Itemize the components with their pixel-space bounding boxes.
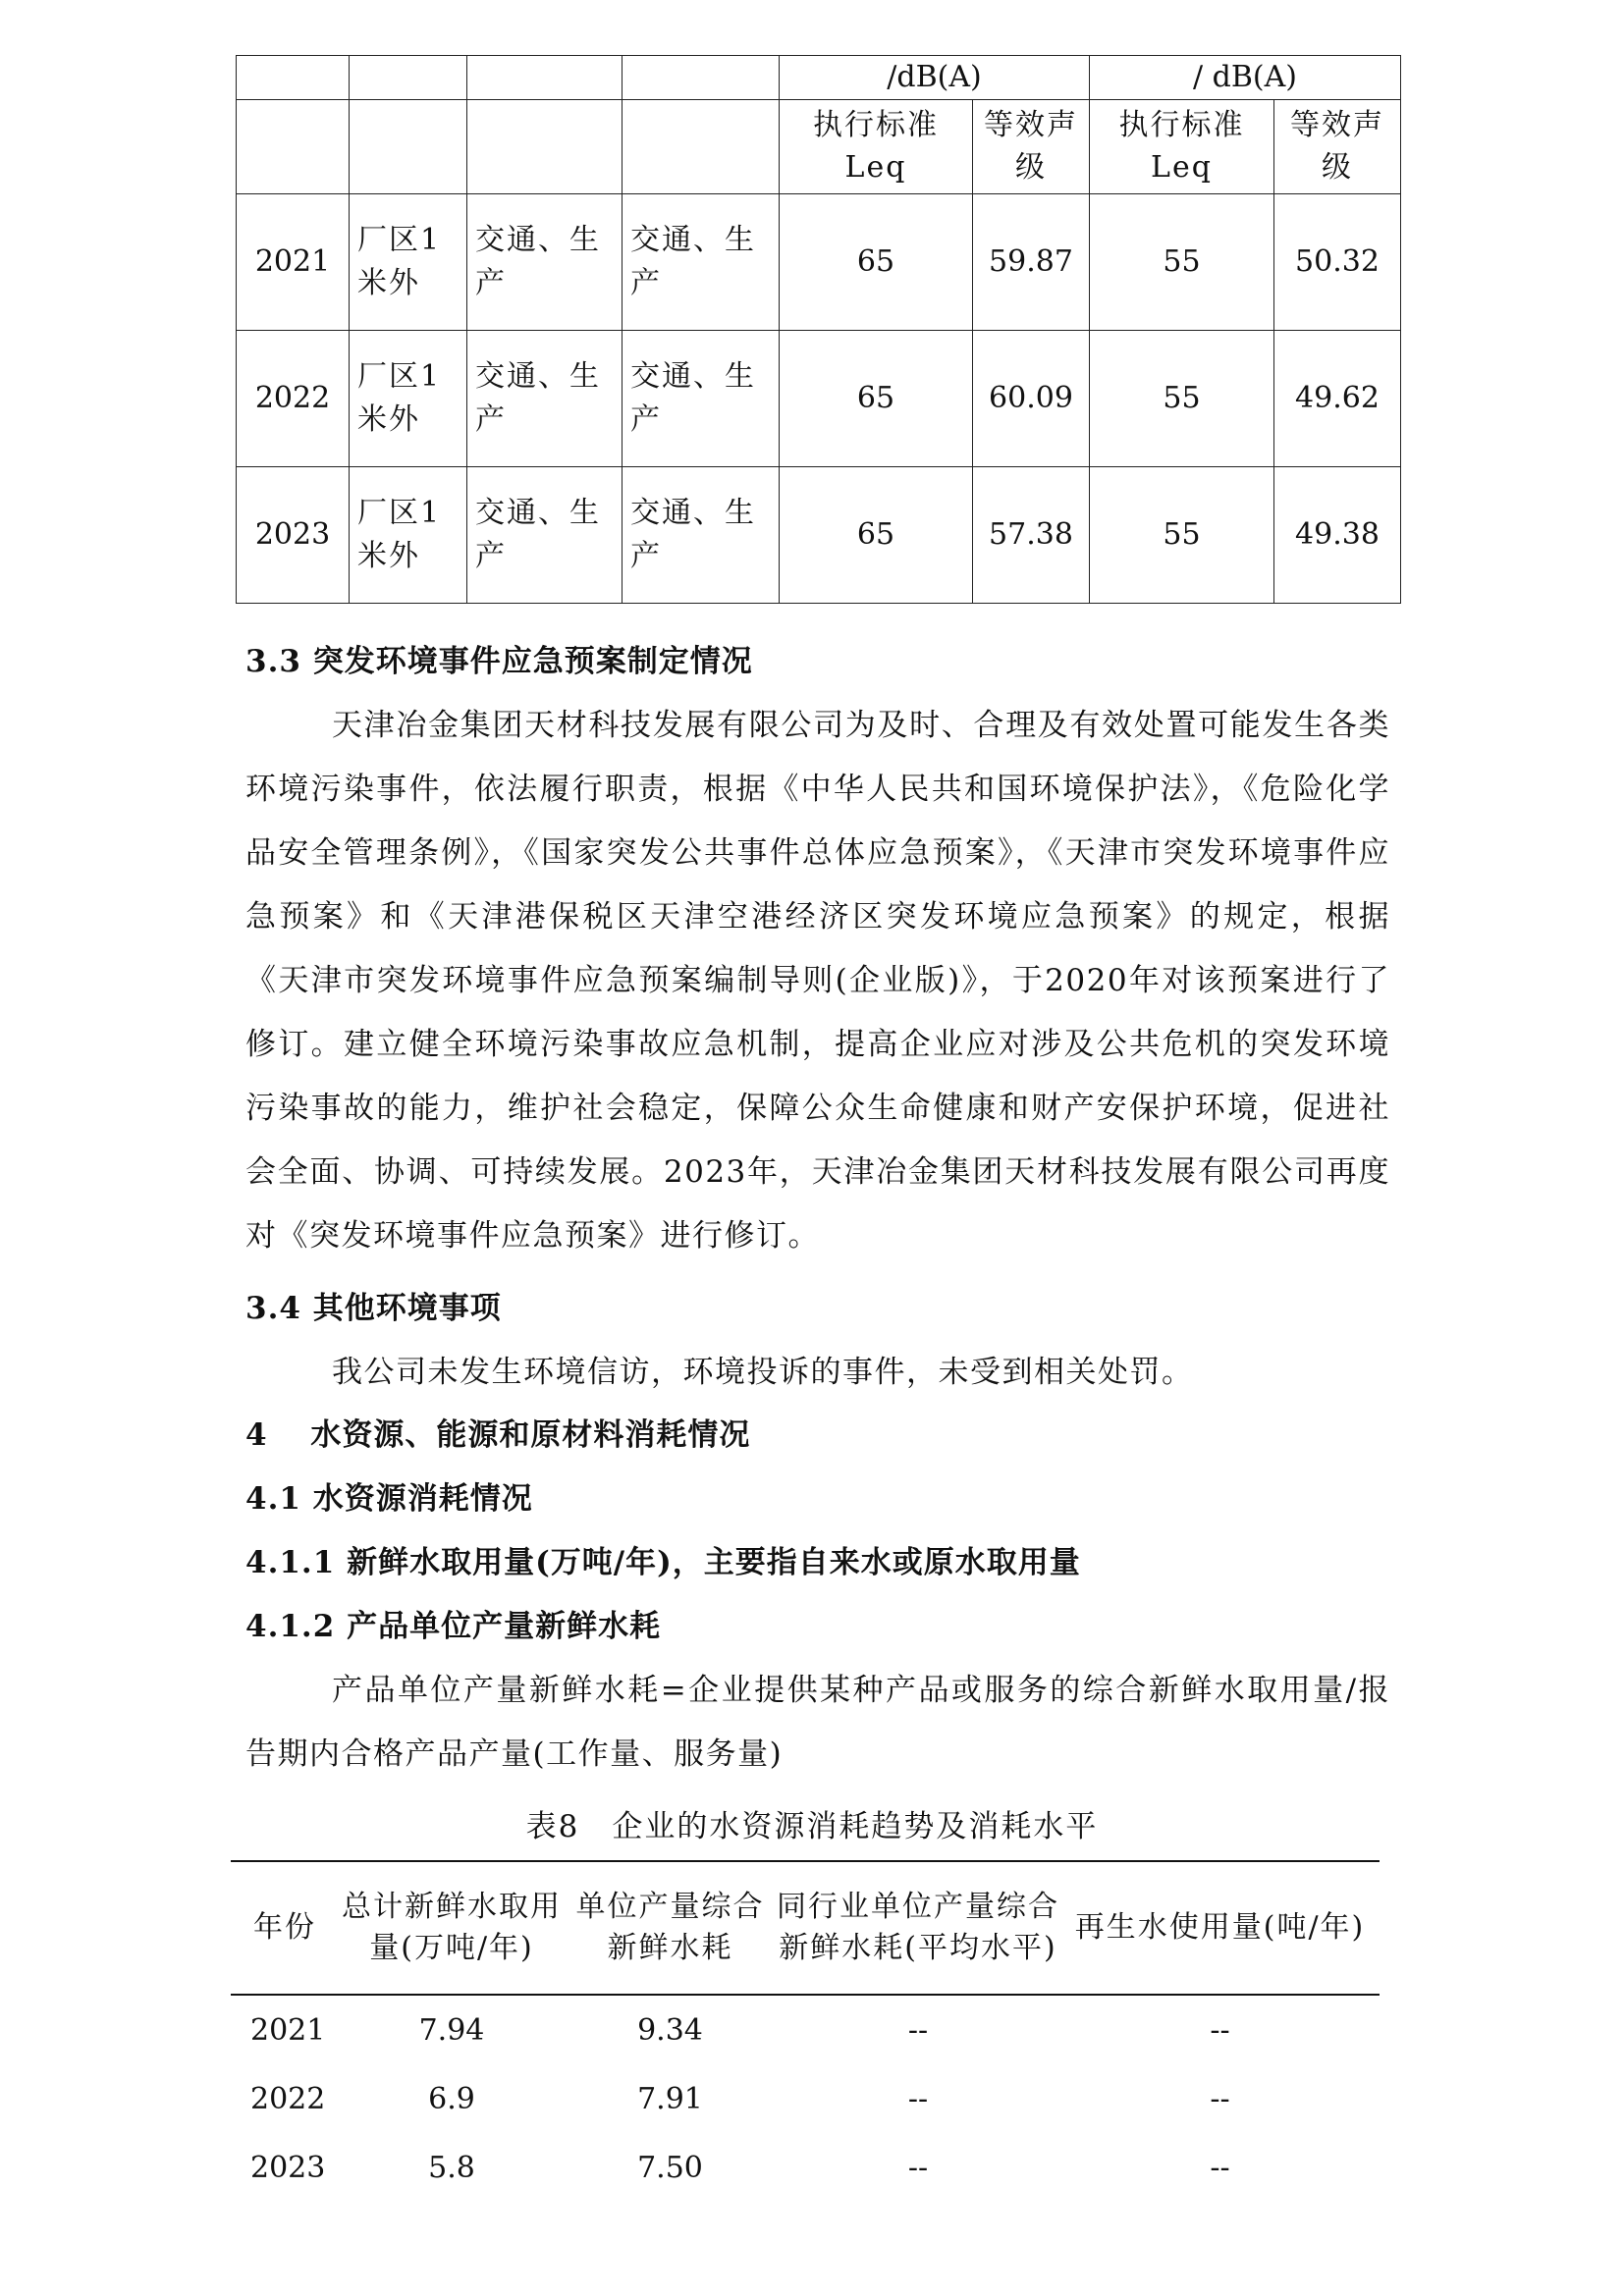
section-3-3-title: 3.3 突发环境事件应急预案制定情况 — [245, 644, 753, 679]
day-standard-cell: 65 — [780, 330, 973, 466]
noise-header-row-2 — [237, 99, 1401, 193]
night-standard-cell: 55 — [1090, 193, 1274, 330]
table-row — [231, 2133, 1380, 2202]
industry-cell: -- — [907, 2012, 929, 2048]
recycled-cell: -- — [1210, 2150, 1230, 2185]
unit-cell: 9.34 — [637, 2012, 703, 2048]
night-standard-cell: 55 — [1090, 466, 1274, 603]
header-unit-consumption: 单位产量综合新鲜水耗 — [565, 1861, 776, 1995]
source-cell: 交通、生产 — [467, 330, 623, 466]
section-4-1-2-body: 产品单位产量新鲜水耗=企业提供某种产品或服务的综合新鲜水取用量/报告期内合格产品产量(工作量、服务量) — [245, 1673, 1390, 1772]
day-value-cell: 57.38 — [973, 466, 1090, 603]
total-cell: 7.94 — [418, 2012, 485, 2048]
source-cell: 交通、生产 — [623, 466, 780, 603]
source-cell: 交通、生产 — [467, 193, 623, 330]
year-cell: 2023 — [237, 466, 350, 603]
header-total-fresh-water: 总计新鲜水取用量(万吨/年) — [339, 1861, 565, 1995]
header-year: 年份 — [231, 1861, 339, 1995]
table-row — [237, 466, 1401, 603]
day-standard-cell: 65 — [780, 193, 973, 330]
table-row — [237, 193, 1401, 330]
night-value-cell: 49.38 — [1274, 466, 1401, 603]
night-standard-cell: 55 — [1090, 330, 1274, 466]
table-row — [237, 330, 1401, 466]
total-cell: 6.9 — [428, 2081, 475, 2116]
noise-table — [236, 55, 1401, 604]
year-cell: 2021 — [237, 193, 350, 330]
recycled-cell: -- — [1210, 2081, 1230, 2116]
unit-cell: 7.91 — [637, 2081, 703, 2116]
total-cell: 5.8 — [428, 2150, 475, 2185]
unit-cell: 7.50 — [637, 2150, 703, 2185]
recycled-cell: -- — [1210, 2012, 1230, 2048]
header-recycled-water: 再生水使用量(吨/年) — [1060, 1861, 1380, 1995]
location-cell: 厂区1米外 — [350, 330, 467, 466]
day-unit-header: /dB(A) — [780, 56, 1090, 100]
table-caption: 表8 企业的水资源消耗趋势及消耗水平 — [525, 1809, 1099, 1844]
section-3-3-body: 天津冶金集团天材科技发展有限公司为及时、合理及有效处置可能发生各类环境污染事件，依法履行职责，根据《中华人民共和国环境保护法》，《危险化学品安全管理条例》，《国家突发公共事件总体应急预案》，《天津市突发环境事件应急预案》和《天津港保税区天津空港经济区突发环境应急预案》的规定，根据《天津市突发环境事件应急预案编制导则(企业版)》，于2020年对该预案进行了修订。建立健全环境污染事故应急机制，提高企业应对涉及公共危机的突发环境污染事故的能力，维护社会稳定，保障公众生命健康和财产安保护环境，促进社会全面、协调、可持续发展。2023年，天津冶金集团天材科技发展有限公司再度对《突发环境事件应急预案》进行修订。 — [245, 708, 1390, 1254]
night-unit-header: / dB(A) — [1090, 56, 1401, 100]
header-standard-leq: 执行标准Leq — [1090, 99, 1274, 193]
industry-cell: -- — [907, 2150, 929, 2185]
day-value-cell: 60.09 — [973, 330, 1090, 466]
table-row — [231, 1995, 1380, 2064]
noise-header-row-1 — [237, 56, 1401, 100]
section-4-1-2-title: 4.1.2 产品单位产量新鲜水耗 — [245, 1609, 662, 1644]
year-cell: 2023 — [250, 2150, 326, 2185]
year-cell: 2022 — [250, 2081, 326, 2116]
day-value-cell: 59.87 — [973, 193, 1090, 330]
source-cell: 交通、生产 — [623, 330, 780, 466]
day-standard-cell: 65 — [780, 466, 973, 603]
source-cell: 交通、生产 — [623, 193, 780, 330]
industry-cell: -- — [907, 2081, 929, 2116]
year-cell: 2021 — [250, 2012, 326, 2048]
section-4-1-1-title: 4.1.1 新鲜水取用量(万吨/年)，主要指自来水或原水取用量 — [245, 1545, 1081, 1580]
header-standard-leq: 执行标准Leq — [780, 99, 973, 193]
section-3-4-title: 3.4 其他环境事项 — [245, 1291, 502, 1326]
night-value-cell: 49.62 — [1274, 330, 1401, 466]
water-header-row — [231, 1861, 1380, 1995]
location-cell: 厂区1米外 — [350, 466, 467, 603]
section-4-1-title: 4.1 水资源消耗情况 — [245, 1481, 533, 1517]
year-cell: 2022 — [237, 330, 350, 466]
night-value-cell: 50.32 — [1274, 193, 1401, 330]
table-row — [231, 2064, 1380, 2133]
location-cell: 厂区1米外 — [350, 193, 467, 330]
section-4-title: 4 水资源、能源和原材料消耗情况 — [245, 1417, 751, 1453]
header-equivalent-level: 等效声级 — [1274, 99, 1401, 193]
section-3-4-body: 我公司未发生环境信访，环境投诉的事件，未受到相关处罚。 — [332, 1355, 1194, 1390]
source-cell: 交通、生产 — [467, 466, 623, 603]
header-industry-average: 同行业单位产量综合新鲜水耗(平均水平) — [776, 1861, 1060, 1995]
water-table — [231, 1860, 1380, 2202]
header-equivalent-level: 等效声级 — [973, 99, 1090, 193]
